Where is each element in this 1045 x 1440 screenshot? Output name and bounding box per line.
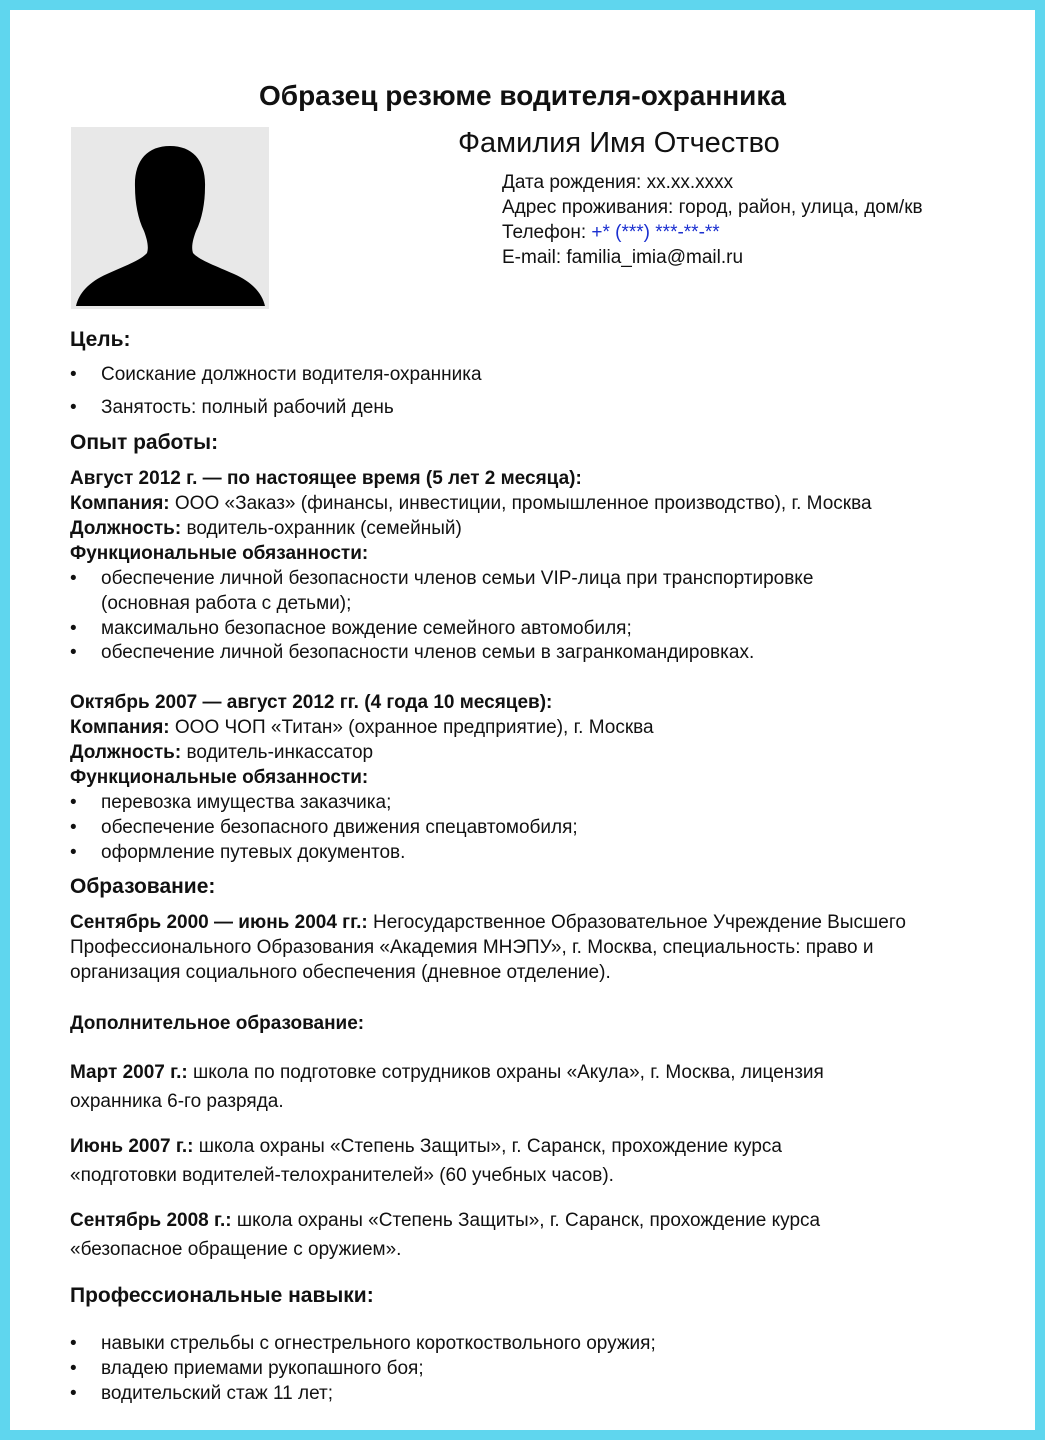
address-row [502,195,923,220]
course-line: охранника 6-го разряда. [70,1091,284,1112]
course-date: Сентябрь 2008 г.: [70,1210,232,1231]
email-value: familia_imia@mail.ru [566,247,744,268]
duty-item: обеспечение личной безопасности членов семьи VIP-лица при транспортировке [101,568,814,589]
duty-item-continued: (основная работа с детьми); [101,593,352,614]
job-company [70,715,654,740]
birth-date-row [502,170,733,195]
education-text: Негосударственное Образовательное Учреждение Высшего [372,912,906,933]
job-company [70,491,872,516]
full-name: Фамилия Имя Отчество [458,127,780,159]
course-date: Июнь 2007 г.: [70,1136,194,1157]
education-line: организация социального обеспечения (дневное отделение). [70,962,611,983]
bullet-icon: • [70,817,77,838]
position-value: водитель-инкассатор [186,742,374,763]
course-text: школа охраны «Степень Защиты», г. Саранск, прохождение курса [236,1210,821,1231]
bullet-icon: • [70,618,77,639]
skill-item: навыки стрельбы с огнестрельного короткоствольного оружия; [101,1333,656,1354]
goal-item: Занятость: полный рабочий день [101,397,394,418]
course-line [70,1134,782,1159]
job-period: Август 2012 г. — по настоящее время (5 лет 2 месяца): [70,468,582,489]
avatar-photo [71,127,269,309]
duty-item: максимально безопасное вождение семейного автомобиля; [101,618,632,639]
duty-item: обеспечение безопасного движения спецавтомобиля; [101,817,578,838]
bullet-icon: • [70,1358,77,1379]
bullet-icon: • [70,397,77,418]
goal-heading: Цель: [70,328,131,351]
bullet-icon: • [70,842,77,863]
job-period: Октябрь 2007 — август 2012 гг. (4 года 10 месяцев): [70,692,553,713]
duties-label: Функциональные обязанности: [70,767,369,788]
person-silhouette-icon [71,127,269,309]
course-line: «подготовки водителей-телохранителей» (60 учебных часов). [70,1165,614,1186]
education-line [70,910,906,935]
position-label: Должность: [70,518,182,539]
position-label: Должность: [70,742,182,763]
job-position [70,516,462,541]
bullet-icon: • [70,364,77,385]
education-line: Профессионального Образования «Академия МНЭПУ», г. Москва, специальность: право и [70,937,874,958]
course-line: «безопасное обращение с оружием». [70,1239,402,1260]
phone-link[interactable]: +* (***) ***-**-** [591,222,720,243]
phone-row [502,220,720,245]
birth-date-value: хх.хх.хххх [646,172,734,193]
goal-item: Соискание должности водителя-охранника [101,364,482,385]
email-row [502,245,743,270]
address-label: Адрес проживания: [502,197,674,218]
course-text: школа по подготовке сотрудников охраны «Акула», г. Москва, лицензия [193,1062,824,1083]
bullet-icon: • [70,642,77,663]
page-title: Образец резюме водителя-охранника [259,80,786,111]
bullet-icon: • [70,568,77,589]
course-line [70,1060,824,1085]
phone-label: Телефон: [502,222,587,243]
email-label: E-mail: [502,247,562,268]
company-label: Компания: [70,717,170,738]
birth-date-label: Дата рождения: [502,172,642,193]
experience-heading: Опыт работы: [70,431,219,454]
position-value: водитель-охранник (семейный) [186,518,462,539]
address-value: город, район, улица, дом/кв [678,197,923,218]
duties-label: Функциональные обязанности: [70,543,369,564]
additional-education-heading: Дополнительное образование: [70,1013,365,1034]
skills-heading: Профессиональные навыки: [70,1284,374,1307]
duty-item: перевозка имущества заказчика; [101,792,392,813]
course-line [70,1208,820,1233]
duty-item: обеспечение личной безопасности членов семьи в загранкомандировках. [101,642,755,663]
bullet-icon: • [70,1383,77,1404]
course-text: школа охраны «Степень Защиты», г. Саранск, прохождение курса [198,1136,782,1157]
course-date: Март 2007 г.: [70,1062,188,1083]
company-value: ООО «Заказ» (финансы, инвестиции, промышленное производство), г. Москва [174,493,872,514]
duty-item: оформление путевых документов. [101,842,406,863]
bullet-icon: • [70,1333,77,1354]
bullet-icon: • [70,792,77,813]
skill-item: владею приемами рукопашного боя; [101,1358,424,1379]
education-heading: Образование: [70,875,216,898]
company-label: Компания: [70,493,170,514]
job-position [70,740,373,765]
skill-item: водительский стаж 11 лет; [101,1383,334,1404]
company-value: ООО ЧОП «Титан» (охранное предприятие), г. Москва [174,717,654,738]
education-period: Сентябрь 2000 — июнь 2004 гг.: [70,912,368,933]
